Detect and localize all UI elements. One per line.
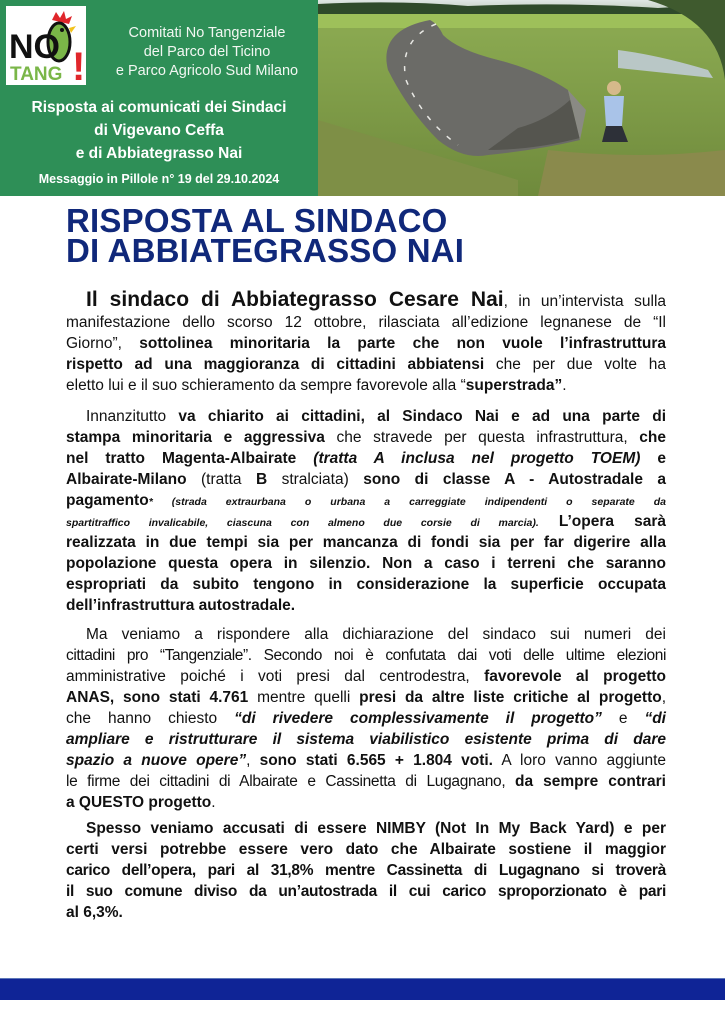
text-run: A loro vanno aggiunte (493, 752, 666, 769)
bold-run: sono stati 6.565 + 1.804 voti. (259, 752, 493, 769)
text-run: , in un’intervista sulla (503, 293, 667, 310)
bold-run: nel tratto Magenta-Albairate (66, 450, 314, 467)
svg-text:NO: NO (9, 28, 60, 66)
subject-line: Risposta ai comunicati dei Sindaci (31, 99, 287, 116)
rooster-logo-icon (6, 6, 86, 85)
bold-run: sottolinea minoritaria la parte che non vuole l’infrastruttura (139, 335, 666, 352)
bold-run: favorevole al progetto (484, 668, 666, 685)
org-line: e Parco Agricolo Sud Milano (115, 63, 299, 79)
text-run: che stravede per questa infrastruttura, (324, 429, 640, 446)
text-run: Innanzitutto (86, 408, 179, 425)
subject-line: e di Abbiategrasso Nai (75, 145, 243, 162)
text-line (66, 881, 666, 902)
text-run: . (562, 377, 567, 394)
header-green-panel (0, 0, 318, 196)
title-line: DI ABBIATEGRASSO NAI (66, 232, 465, 269)
page-title (66, 202, 465, 269)
text-line (66, 839, 666, 860)
text-run: e (601, 710, 645, 727)
text-line (66, 666, 666, 687)
text-run: Giorno”, (66, 335, 140, 352)
svg-text:!: ! (72, 45, 86, 85)
bold-run: va chiarito ai cittadini, al Sindaco Nai e ad una parte di (178, 408, 666, 425)
bold-italic-run: ampliare e ristrutturare il sistema viabilistico esistente prima di dare (66, 731, 666, 748)
text-line (66, 354, 666, 375)
text-line (66, 288, 666, 312)
text-line (66, 375, 666, 396)
bold-run: certi versi potrebbe essere vero dato che Albairate sostiene il maggior (66, 841, 666, 858)
text-run: amministrative poiché i voti presi dal centrodestra, (66, 668, 485, 685)
text-run: manifestazione dello scorso 12 ottobre, rilasciata all’edizione legnanese de “Il (66, 314, 666, 331)
bold-run: carico dell’opera, pari al 31,8% mentre Cassinetta di Lugagnano si troverà (66, 862, 666, 879)
title-line: RISPOSTA AL SINDACO (66, 202, 448, 239)
text-line (66, 645, 666, 666)
bold-run: ANAS, sono stati 4.761 (66, 689, 249, 706)
org-line: Comitati No Tangenziale (128, 25, 286, 41)
message-number-date: Messaggio in Pillole n° 19 del 29.10.2024 (38, 172, 280, 186)
text-line (66, 406, 666, 427)
text-line (66, 750, 666, 771)
text-line (66, 490, 666, 511)
text-line (66, 818, 666, 839)
text-run: che hanno chiesto (66, 710, 235, 727)
paragraph-3 (66, 624, 666, 813)
footnote-run: spartitraffico invalicabile, ciascuna con almeno due corsie di marcia). (66, 517, 539, 529)
bold-run: Spesso veniamo accusati di essere NIMBY (Not In My Back Yard) e per (86, 820, 666, 837)
no-tang-logo (6, 6, 86, 85)
bold-run: rispetto ad una maggioranza di cittadini abbiatensi (66, 356, 485, 373)
text-line (66, 333, 666, 354)
text-run: che per due volte ha (484, 356, 666, 373)
text-line (66, 729, 666, 750)
text-run: , (246, 752, 260, 769)
text-run: (tratta (186, 471, 256, 488)
bold-italic-run: spazio a nuove opere” (66, 752, 247, 769)
text-line (66, 902, 666, 923)
bold-lead: Il sindaco di Abbiategrasso Cesare Nai (86, 288, 504, 311)
bold-run: il suo comune diviso da un’autostrada il cui carico sproporzionato è pari (66, 883, 666, 900)
bold-run: Albairate-Milano (66, 471, 187, 488)
header-photo-road-carpet (318, 0, 725, 196)
text-line (66, 553, 666, 574)
organization-name (96, 24, 318, 81)
bold-run: presi da altre liste critiche al progetto (359, 689, 662, 706)
text-line (66, 469, 666, 490)
text-line (66, 427, 666, 448)
paragraph-2 (66, 406, 666, 616)
bold-run: stampa minoritaria e aggressiva (66, 429, 325, 446)
text-run: cittadini pro “Tangenziale”. Secondo noi è confutata dai voti delle ultime elezioni (66, 647, 666, 664)
bold-run: popolazione questa opera in silenzio. Non a caso i terreni che saranno (66, 555, 666, 572)
text-line (66, 312, 666, 333)
subject-line: di Vigevano Ceffa (94, 122, 224, 139)
bold-run: e (640, 450, 666, 467)
bold-run: L’opera sarà (538, 513, 666, 530)
header-subject (0, 96, 318, 165)
paragraph-4 (66, 818, 666, 923)
footnote-run: * (strada extraurbana o urbana a carreggiate indipendenti o separate da (148, 496, 666, 508)
footer-blue-bar (0, 978, 725, 1000)
bold-run: a QUESTO progetto (66, 794, 212, 811)
text-line (66, 771, 666, 792)
text-run: stralciata) (267, 471, 364, 488)
text-line (66, 708, 666, 729)
bold-italic-run: “di (644, 710, 666, 727)
paragraph-1 (66, 288, 666, 396)
text-line (66, 792, 666, 813)
road-photo-icon (318, 0, 725, 196)
text-line (66, 511, 666, 532)
text-line (66, 595, 666, 616)
bold-run: da sempre contrari (515, 773, 666, 790)
text-run: le firme dei cittadini di Albairate e Cassinetta di Lugagnano, (66, 773, 516, 790)
bold-italic-run: (tratta A inclusa nel progetto TOEM) (313, 450, 641, 467)
text-run: , (661, 689, 667, 706)
svg-text:TANG: TANG (10, 64, 63, 85)
text-run: eletto lui e il suo schieramento da sempre favorevole alla “ (66, 377, 466, 394)
bold-run: sono di classe A - Autostradale a (363, 471, 666, 488)
text-line (66, 860, 666, 881)
text-line (66, 624, 666, 645)
bold-run: al 6,3%. (66, 904, 123, 921)
bold-run: B (255, 471, 268, 488)
org-line: del Parco del Ticino (143, 44, 271, 60)
bold-run: dell’infrastruttura autostradale. (66, 597, 296, 614)
header-banner (0, 0, 725, 196)
text-run: mentre quelli (248, 689, 360, 706)
bold-run: che (639, 429, 666, 446)
bold-run: pagamento (66, 492, 149, 509)
text-line (66, 687, 666, 708)
text-line (66, 448, 666, 469)
bold-run: espropriati da subito tengono in considerazione la superficie occupata (66, 576, 666, 593)
text-line (66, 574, 666, 595)
text-run: Ma veniamo a rispondere alla dichiarazione del sindaco sui numeri dei (86, 626, 666, 643)
bold-italic-run: “di rivedere complessivamente il progetto” (234, 710, 602, 727)
text-line (66, 532, 666, 553)
text-run: . (211, 794, 216, 811)
bold-run: realizzata in due tempi sia per mancanza di fondi sia per far digerire alla (66, 534, 666, 551)
bold-run: superstrada” (465, 377, 563, 394)
